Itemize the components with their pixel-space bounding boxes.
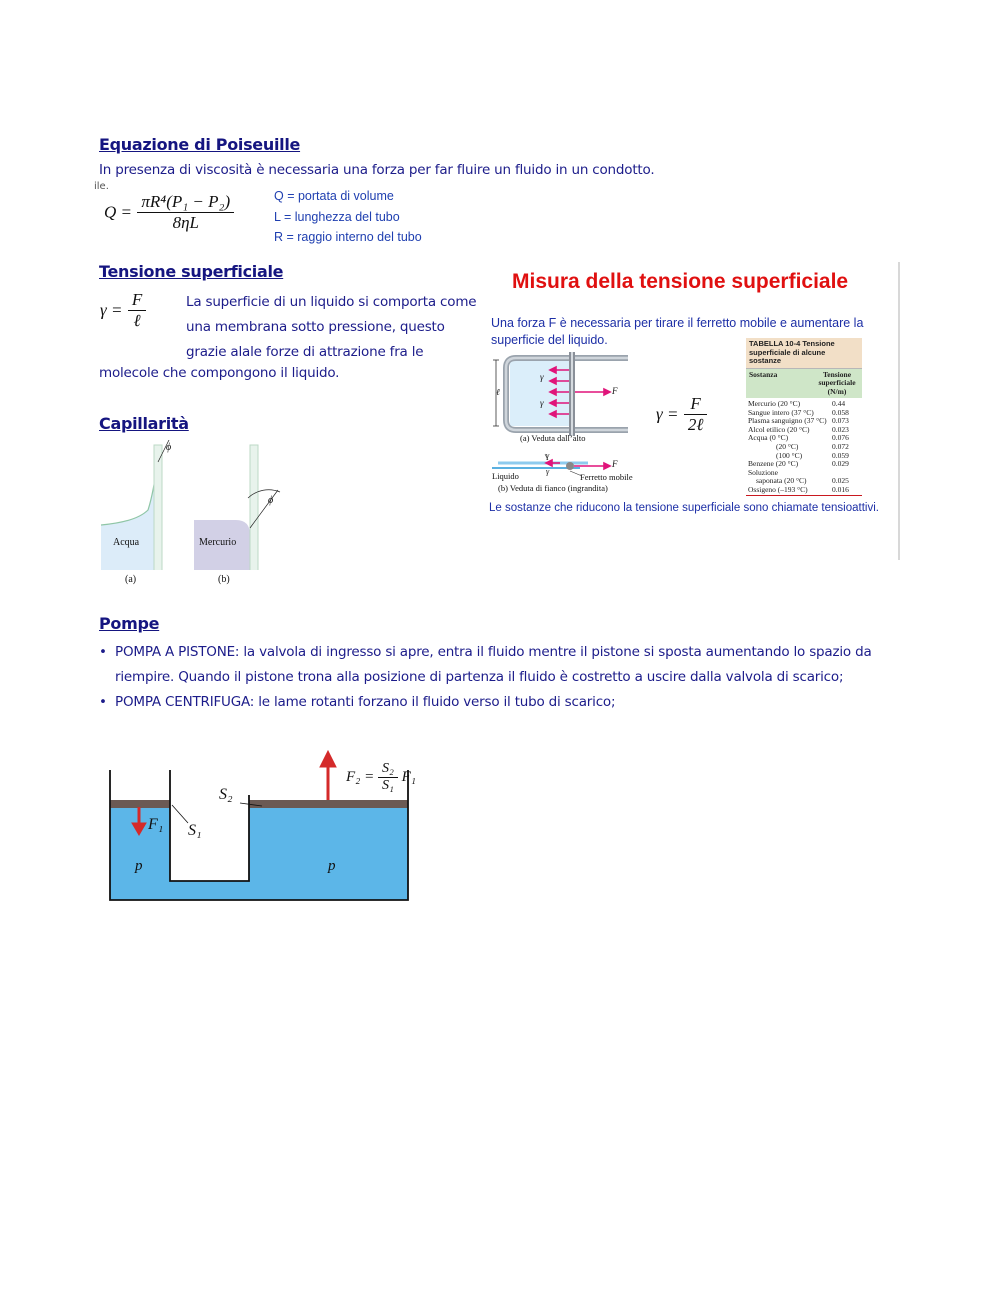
table-cell-substance: Acqua (0 °C) — [748, 433, 789, 443]
formula-numerator: F — [128, 290, 146, 311]
table-cell-value: 0.059 — [832, 450, 849, 460]
tension-paragraph — [186, 290, 476, 365]
poiseuille-legend — [274, 186, 422, 248]
force-label-side: F — [612, 459, 618, 469]
formula-numerator: F — [684, 394, 708, 415]
table-cell-substance: saponata (20 °C) — [756, 476, 807, 486]
poiseuille-text: In presenza di viscosità è necessaria una forza per far fluire un fluido in un condotto. — [99, 162, 655, 178]
top-view-caption: (a) Veduta dall’alto — [520, 433, 586, 443]
table-cell-substance: Ossigeno (–193 °C) — [748, 484, 808, 494]
gamma-label-side-1: γ — [546, 451, 550, 460]
table-header — [746, 368, 862, 399]
table-cell-substance: Alcol etilico (20 °C) — [748, 424, 810, 434]
table-cell-value: 0.076 — [832, 433, 849, 443]
table-cell-value: 0.025 — [832, 476, 849, 486]
table-cell-value: 0.44 — [832, 399, 846, 408]
table-cell-substance: Sangue intero (37 °C) — [748, 407, 814, 417]
legend-l: L = lunghezza del tubo — [274, 209, 400, 224]
table-cell-value: 0.016 — [832, 484, 849, 494]
formula-lhs: γ = — [100, 300, 123, 320]
table-cell-substance: Mercurio (20 °C) — [748, 399, 801, 408]
formula-denominator: ℓ — [133, 311, 141, 330]
force-label-top: F — [612, 386, 618, 396]
tension-line-3: grazie alale forze di attrazione fra le — [186, 344, 424, 360]
caption-a: (a) — [125, 574, 137, 585]
formula-lhs: γ = — [656, 404, 679, 424]
phi-label-b: ϕ — [268, 495, 274, 506]
table-cell-value: 0.023 — [832, 424, 849, 434]
liquid-label: Liquido — [492, 471, 519, 481]
legend-r: R = raggio interno del tubo — [274, 230, 422, 244]
formula-lhs: Q = — [104, 202, 132, 222]
s1-label: S₁ — [188, 822, 202, 839]
tension-formula — [100, 290, 146, 331]
pressure-left-label: p — [135, 858, 143, 874]
pump-centrifugal-item: • POMPA CENTRIFUGA: le lame rotanti forzano il fluido verso il tubo di scarico; — [99, 690, 914, 715]
tension-line-4: molecole che compongono il liquido. — [99, 365, 340, 381]
table-cell-value: 0.029 — [832, 459, 849, 469]
phi-label-a: ϕ — [166, 442, 172, 453]
table-cell-substance: Soluzione — [748, 467, 778, 477]
poiseuille-formula — [104, 192, 234, 233]
table-col-substance: Sostanza — [749, 369, 778, 379]
table-cell-value: 0.058 — [832, 407, 849, 417]
gamma-label-2: γ — [540, 398, 544, 408]
ell-label: ℓ — [496, 387, 500, 397]
pumps-heading: Pompe — [99, 614, 160, 633]
table-cell-value: 0.073 — [832, 416, 849, 426]
legend-q: Q = portata di volume — [274, 189, 394, 203]
pressure-right-label: p — [328, 858, 336, 874]
water-label: Acqua — [113, 537, 140, 548]
table-row — [746, 486, 862, 495]
mercury-label: Mercurio — [199, 537, 237, 548]
card-title: Misura della tensione superficiale — [512, 270, 849, 293]
formula-denominator: 8ηL — [172, 213, 199, 232]
tension-line-1: La superficie di un liquido si comporta come — [186, 294, 477, 310]
pumps-list — [99, 640, 914, 715]
formula-numerator: πR⁴(P₁ − P₂) — [137, 192, 234, 213]
f2-f1: F₁ — [401, 768, 417, 785]
f1-label: F₁ — [148, 816, 164, 833]
gamma-label-side-2: γ — [546, 467, 550, 476]
table-cell-value: 0.072 — [832, 441, 849, 451]
card-formula — [656, 394, 707, 435]
capillarity-heading: Capillarità — [99, 414, 189, 433]
f2-denominator: S₁ — [382, 778, 394, 793]
capillarity-diagram — [98, 440, 288, 575]
table-body — [746, 400, 862, 496]
surface-tension-card — [480, 262, 900, 560]
wire-label: Ferretto mobile — [580, 472, 633, 482]
f2-label: F₂ = — [346, 768, 375, 785]
card-intro: Una forza F è necessaria per tirare il ferretto mobile e aumentare la superficie del liquido. — [491, 316, 864, 347]
s2-label: S₂ — [219, 786, 233, 803]
table-cell-substance: Benzene (20 °C) — [748, 459, 799, 469]
formula-denominator: 2ℓ — [687, 415, 704, 434]
caption-b: (b) — [218, 574, 230, 585]
pump-piston-item: • POMPA A PISTONE: la valvola di ingresso si apre, entra il fluido mentre il pistone si sposta aumentando lo spazio da riempire. Quando il pistone trona alla posizione di partenza il fluido è costretto a uscire dalla valvola di scarico; — [99, 640, 914, 690]
surface-tension-table — [746, 338, 862, 496]
card-footer: Le sostanze che riducono la tensione superficiale sono chiamate tensioattivi. — [489, 502, 879, 514]
table-cell-substance: (100 °C) — [776, 450, 803, 460]
clipped-fragment: ile. — [94, 181, 109, 192]
table-cell-substance: (20 °C) — [776, 441, 799, 451]
poiseuille-heading: Equazione di Poiseuille — [99, 135, 301, 154]
gamma-label-1: γ — [540, 372, 544, 382]
f2-numerator: S₂ — [378, 761, 398, 778]
f2-formula — [346, 761, 416, 794]
side-view-caption: (b) Veduta di fianco (ingrandita) — [498, 483, 608, 493]
table-title: TABELLA 10-4 Tensione superficiale di alcune sostanze — [746, 338, 862, 368]
tension-line-2: una membrana sotto pressione, questo — [186, 319, 445, 335]
table-cell-substance: Plasma sanguigno (37 °C) — [748, 416, 827, 426]
table-col-tension: Tensione superficiale (N/m) — [818, 369, 856, 396]
tension-heading: Tensione superficiale — [99, 262, 284, 281]
